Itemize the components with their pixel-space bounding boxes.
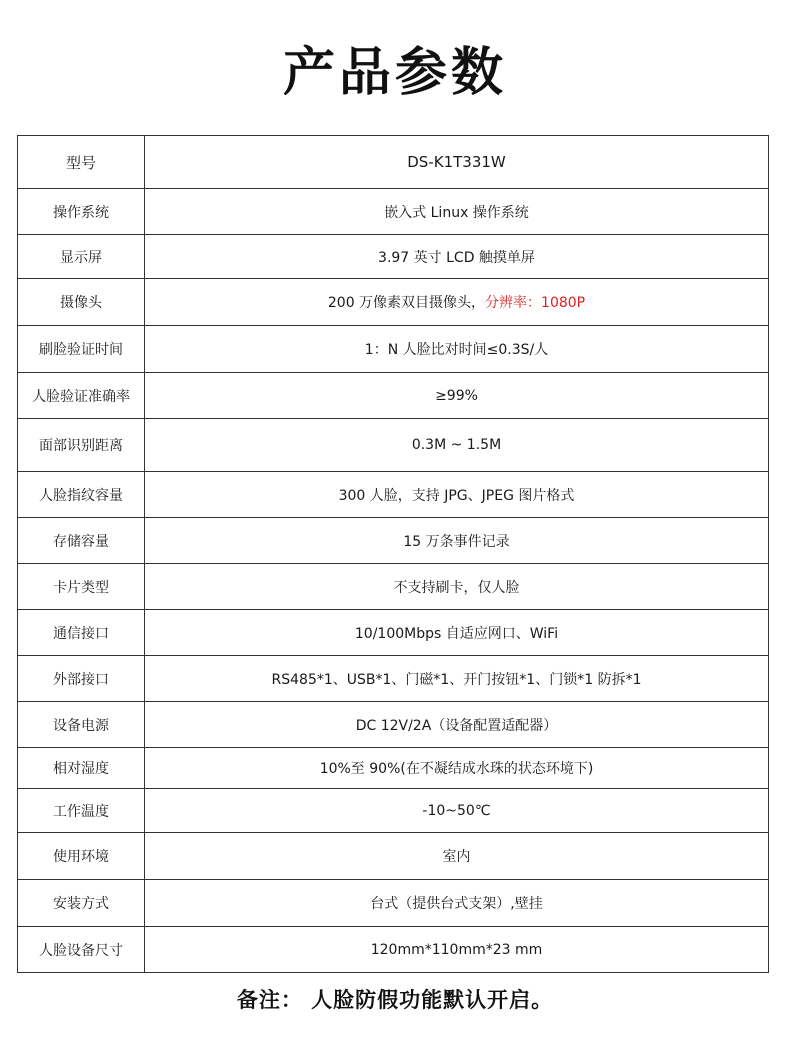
row-label: 人脸设备尺寸	[18, 927, 145, 973]
table-row	[18, 373, 769, 419]
row-value	[145, 279, 769, 326]
table-row	[18, 748, 769, 789]
table-row	[18, 189, 769, 235]
row-value: DC 12V/2A（设备配置适配器）	[145, 702, 769, 748]
row-value: 不支持刷卡，仅人脸	[145, 564, 769, 610]
spec-table	[17, 135, 769, 973]
row-label: 通信接口	[18, 610, 145, 656]
table-row	[18, 610, 769, 656]
table-row	[18, 880, 769, 927]
row-label: 人脸指纹容量	[18, 472, 145, 518]
row-value: ≥99%	[145, 373, 769, 419]
table-row	[18, 235, 769, 279]
table-row	[18, 564, 769, 610]
row-value: 3.97 英寸 LCD 触摸单屏	[145, 235, 769, 279]
row-label: 显示屏	[18, 235, 145, 279]
row-label: 面部识别距离	[18, 419, 145, 472]
table-row	[18, 136, 769, 189]
table-row	[18, 279, 769, 326]
row-label: 刷脸验证时间	[18, 326, 145, 373]
row-value: 10%至 90%(在不凝结成水珠的状态环境下)	[145, 748, 769, 789]
table-row	[18, 789, 769, 833]
row-value: 10/100Mbps 自适应网口、WiFi	[145, 610, 769, 656]
table-row	[18, 656, 769, 702]
row-value: -10~50℃	[145, 789, 769, 833]
table-row	[18, 702, 769, 748]
row-value: 0.3M ~ 1.5M	[145, 419, 769, 472]
row-value: 嵌入式 Linux 操作系统	[145, 189, 769, 235]
footnote: 备注： 人脸防假功能默认开启。	[236, 988, 554, 1012]
row-value: 120mm*110mm*23 mm	[145, 927, 769, 973]
row-value: RS485*1、USB*1、门磁*1、开门按钮*1、门锁*1 防拆*1	[145, 656, 769, 702]
resolution-highlight: 分辨率：1080P	[485, 295, 586, 311]
row-value: DS-K1T331W	[145, 136, 769, 189]
row-label: 操作系统	[18, 189, 145, 235]
row-label: 型号	[18, 136, 145, 189]
row-label: 安装方式	[18, 880, 145, 927]
page-title: 产品参数	[282, 43, 507, 103]
row-value-text: 200 万像素双目摄像头，	[327, 295, 486, 311]
table-row	[18, 419, 769, 472]
table-row	[18, 833, 769, 880]
row-label: 设备电源	[18, 702, 145, 748]
row-label: 摄像头	[18, 279, 145, 326]
table-row	[18, 472, 769, 518]
row-value: 15 万条事件记录	[145, 518, 769, 564]
row-label: 人脸验证准确率	[18, 373, 145, 419]
table-row	[18, 518, 769, 564]
row-label: 工作温度	[18, 789, 145, 833]
table-row	[18, 927, 769, 973]
row-value: 1：N 人脸比对时间≤0.3S/人	[145, 326, 769, 373]
row-value: 室内	[145, 833, 769, 880]
row-value: 台式（提供台式支架）,壁挂	[145, 880, 769, 927]
row-label: 存储容量	[18, 518, 145, 564]
row-label: 使用环境	[18, 833, 145, 880]
row-label: 卡片类型	[18, 564, 145, 610]
row-label: 相对湿度	[18, 748, 145, 789]
row-label: 外部接口	[18, 656, 145, 702]
table-row	[18, 326, 769, 373]
row-value: 300 人脸，支持 JPG、JPEG 图片格式	[145, 472, 769, 518]
